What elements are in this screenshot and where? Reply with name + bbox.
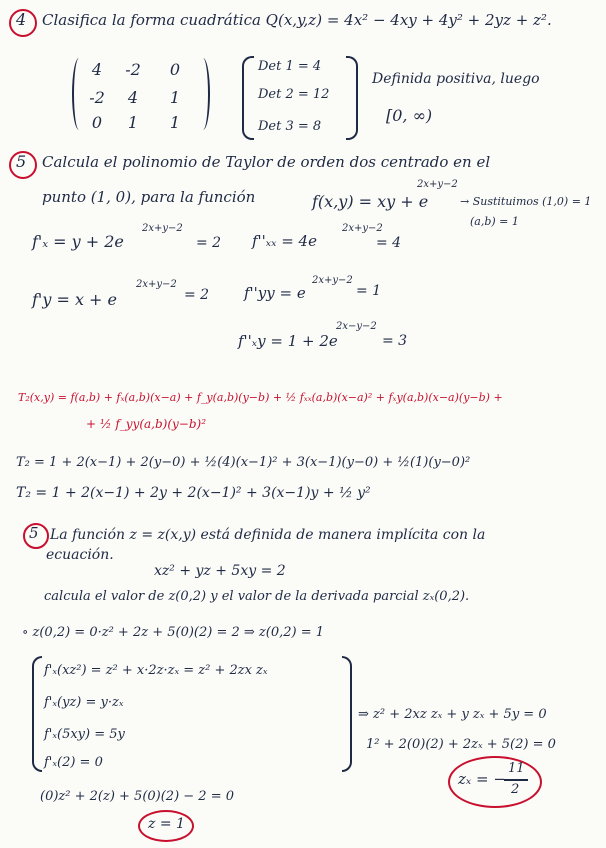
matrix-cell: 1 <box>127 113 139 132</box>
exercise-5a-statement-line-1: Calcula el polinomio de Taylor de orden dos centrado en el <box>42 153 491 171</box>
derivative-term-constant: f'ₓ(2) = 0 <box>44 755 103 770</box>
derivatives-left-brace <box>32 656 42 772</box>
matrix-cell: 1 <box>169 88 181 107</box>
derivative-term-yz: f'ₓ(yz) = y·zₓ <box>44 695 124 710</box>
derivative-term-xz2: f'ₓ(xz²) = z² + x·2z·zₓ = z² + 2zx zₓ <box>44 663 268 678</box>
zx-fraction-bar <box>504 779 528 781</box>
exercise-4-statement: Clasifica la forma cuadrática Q(x,y,z) = 4x² − 4xy + 4y² + 2yz + z². <box>42 11 552 29</box>
exercise-4-interval: [0, ∞) <box>386 106 433 125</box>
zx-result-numerator: 11 <box>508 761 525 776</box>
implicit-derivative-substituted: 1² + 2(0)(2) + 2zₓ + 5(2) = 0 <box>366 737 556 752</box>
zx-result-denominator: 2 <box>511 782 520 797</box>
exercise-5a-number: 5 <box>16 152 27 171</box>
exercise-5b-statement-line-2: ecuación. <box>46 547 114 563</box>
derivative-fy-value: = 2 <box>184 287 210 303</box>
matrix-right-paren <box>196 58 210 130</box>
exercise-5b-number: 5 <box>29 524 39 542</box>
exercise-5b-statement-line-1: La función z = z(x,y) está definida de manera implícita con la <box>50 527 486 543</box>
taylor-substituted: T₂ = 1 + 2(x−1) + 2(y−0) + ½(4)(x−1)² + 3(x−1)(y−0) + ½(1)(y−0)² <box>16 455 471 470</box>
substitution-note-line-1: → Sustituimos (1,0) = 1 <box>460 195 592 208</box>
exercise-5a-statement-line-2: punto (1, 0), para la función <box>42 188 256 206</box>
matrix-cell: 0 <box>169 60 181 79</box>
matrix-cell: 4 <box>91 60 103 79</box>
derivative-term-5xy: f'ₓ(5xy) = 5y <box>44 727 125 742</box>
matrix-cell: 1 <box>169 113 181 132</box>
derivative-fxy: f''ₓy = 1 + 2e <box>238 332 338 350</box>
derivative-fyy-value: = 1 <box>356 283 382 299</box>
z-result: z = 1 <box>148 816 185 832</box>
matrix-cell: -2 <box>125 60 141 79</box>
derivatives-right-brace <box>342 656 352 772</box>
derivative-fxy-exponent: 2x−y−2 <box>336 321 377 332</box>
taylor-general-formula-line-2: + ½ f_yy(a,b)(y−b)² <box>86 417 207 431</box>
derivative-fxx: f''ₓₓ = 4e <box>252 232 317 250</box>
exercise-4-number: 4 <box>16 10 27 29</box>
derivative-fxx-value: = 4 <box>376 235 402 251</box>
z-check-equation: (0)z² + 2(z) + 5(0)(2) − 2 = 0 <box>40 789 235 804</box>
exercise-4-conclusion: Definida positiva, luego <box>372 71 540 87</box>
taylor-general-formula-line-1: T₂(x,y) = f(a,b) + fₓ(a,b)(x−a) + f_y(a,b)(y−b) + ½ fₓₓ(a,b)(x−a)² + fₓy(a,b)(x−a)(y−b) + <box>18 391 503 404</box>
taylor-final: T₂ = 1 + 2(x−1) + 2y + 2(x−1)² + 3(x−1)y + ½ y² <box>16 485 371 501</box>
determinant-3: Det 3 = 8 <box>258 119 322 134</box>
matrix-cell: 4 <box>127 88 139 107</box>
dets-right-brace <box>346 56 358 140</box>
derivative-fx-value: = 2 <box>196 235 222 251</box>
z-evaluation: ∘ z(0,2) = 0·z² + 2z + 5(0)(2) = 2 ⇒ z(0,2) = 1 <box>22 625 325 640</box>
derivative-fyy: f''yy = e <box>244 284 306 302</box>
exercise-5b-statement-line-3: calcula el valor de z(0,2) y el valor de la derivada parcial zₓ(0,2). <box>44 589 470 604</box>
determinant-1: Det 1 = 4 <box>258 59 322 74</box>
taylor-function: f(x,y) = xy + e <box>312 192 429 211</box>
matrix-cell: -2 <box>89 88 105 107</box>
substitution-note-line-2: (a,b) = 1 <box>470 215 519 228</box>
derivative-fxx-exponent: 2x+y−2 <box>342 223 383 234</box>
zx-result-label: zₓ = − <box>458 770 506 788</box>
derivative-fx: f'ₓ = y + 2e <box>32 232 124 251</box>
derivative-fy-exponent: 2x+y−2 <box>136 279 177 290</box>
derivative-fxy-value: = 3 <box>382 333 408 349</box>
determinant-2: Det 2 = 12 <box>258 87 330 102</box>
matrix-cell: 0 <box>91 113 103 132</box>
derivative-fy: f'y = x + e <box>32 290 118 309</box>
implicit-equation: xz² + yz + 5xy = 2 <box>154 563 286 579</box>
derivative-fx-exponent: 2x+y−2 <box>142 223 183 234</box>
taylor-function-exponent: 2x+y−2 <box>417 179 458 190</box>
derivative-fyy-exponent: 2x+y−2 <box>312 275 353 286</box>
implicit-derivative-equation: ⇒ z² + 2xz zₓ + y zₓ + 5y = 0 <box>358 707 547 722</box>
dets-left-brace <box>242 56 254 140</box>
